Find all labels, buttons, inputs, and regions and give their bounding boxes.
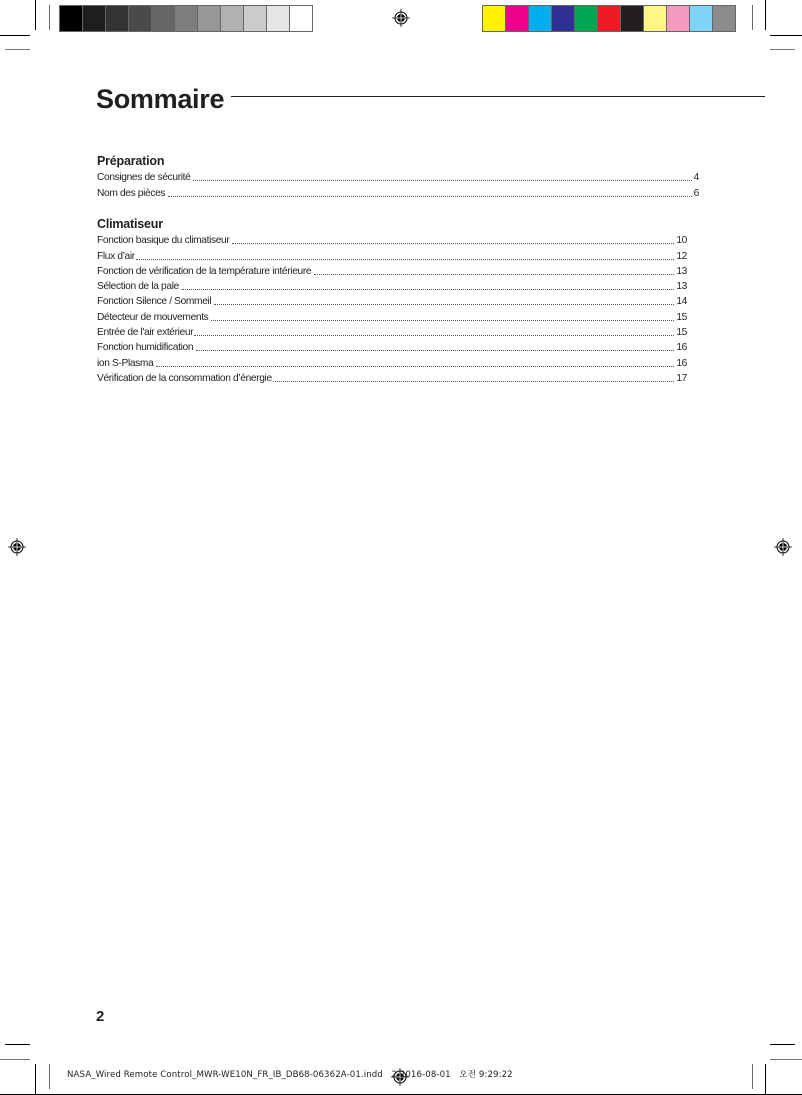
toc-leader-dots — [168, 195, 692, 197]
crop-mark-bottom-left-vertical-bleed — [49, 1064, 50, 1089]
gray-swatch — [175, 6, 197, 31]
toc-leader-dots — [136, 258, 675, 260]
toc-entry[interactable] — [97, 354, 687, 369]
toc-section-climatiseur — [97, 216, 687, 385]
toc-entry-label: Détecteur de mouvements — [97, 311, 209, 323]
gray-swatch — [221, 6, 243, 31]
toc-entry-page: 16 — [676, 357, 687, 369]
toc-section-title: Préparation — [97, 154, 165, 168]
crop-mark-top-right-horizontal — [770, 35, 802, 36]
color-swatch-magenta — [506, 6, 528, 31]
toc-leader-dots — [273, 380, 675, 382]
gray-swatch — [106, 6, 128, 31]
color-swatch-gray — [713, 6, 735, 31]
slug-date: 2016-08-01 — [399, 1070, 451, 1080]
color-swatch-blue — [552, 6, 574, 31]
toc-section-preparation — [97, 153, 699, 200]
crop-mark-top-right-vertical — [765, 0, 766, 30]
toc-entry-page: 15 — [676, 311, 687, 323]
gray-swatch — [129, 6, 151, 31]
toc-entry[interactable] — [97, 184, 699, 199]
color-calibration-bar — [482, 5, 736, 32]
toc-leader-dots — [193, 179, 691, 181]
crop-mark-top-left-vertical — [35, 0, 36, 30]
toc-entry-label: Flux d’air — [97, 250, 135, 262]
crop-mark-top-right-horizontal-bleed — [770, 49, 795, 50]
toc-entry-page: 14 — [676, 296, 687, 308]
color-swatch-light-cyan — [690, 6, 712, 31]
gray-swatch — [290, 6, 312, 31]
toc-entry-label: Fonction humidification — [97, 342, 194, 354]
toc-section-title: Climatiseur — [97, 217, 163, 231]
toc-leader-dots — [196, 349, 674, 351]
color-swatch-red — [598, 6, 620, 31]
toc-entry-page: 16 — [676, 342, 687, 354]
toc-entry-page: 4 — [693, 172, 699, 184]
toc-entry-label: Nom des pièces — [97, 187, 166, 199]
toc-entry-page: 17 — [676, 372, 687, 384]
color-swatch-cyan — [529, 6, 551, 31]
toc-entry-label: Sélection de la pale — [97, 281, 179, 293]
gray-swatch — [267, 6, 289, 31]
slug-filename: NASA_Wired Remote Control_MWR-WE10N_FR_IB_DB68-06362A-01.indd — [67, 1070, 383, 1080]
color-swatch-black — [621, 6, 643, 31]
toc-entry-page: 13 — [676, 265, 687, 277]
toc-entry[interactable] — [97, 339, 687, 354]
page-number: 2 — [96, 1008, 105, 1025]
toc-entry-page: 10 — [676, 235, 687, 247]
crop-mark-bottom-left-vertical — [35, 1064, 36, 1095]
crop-mark-top-right-vertical-bleed — [752, 5, 753, 30]
color-swatch-pink — [667, 6, 689, 31]
toc-entry[interactable] — [97, 293, 687, 308]
slug-meridiem: 오전 — [459, 1070, 477, 1080]
toc-entry-label: Fonction basique du climatiseur — [97, 235, 230, 247]
registration-mark-left-icon — [8, 538, 26, 556]
page-title: Sommaire — [96, 84, 225, 114]
crop-mark-top-left-horizontal — [0, 35, 30, 36]
slug-page: 2 — [391, 1070, 397, 1080]
toc-entry[interactable] — [97, 308, 687, 323]
printer-slug — [67, 1068, 513, 1080]
registration-mark-right-icon — [774, 538, 792, 556]
toc-entry-page: 13 — [676, 281, 687, 293]
toc-entry-label: ion S-Plasma — [97, 357, 154, 369]
slug-time: 9:29:22 — [478, 1070, 513, 1080]
toc-entry-label: Vérification de la consommation d’énergie — [97, 372, 272, 384]
crop-mark-bottom-right-horizontal — [770, 1044, 795, 1045]
toc-entry[interactable] — [97, 278, 687, 293]
crop-mark-bottom-left-horizontal-bleed — [0, 1059, 30, 1060]
toc-entry-label: Consignes de sécurité — [97, 172, 191, 184]
gray-swatch — [152, 6, 174, 31]
title-rule-divider — [231, 96, 765, 97]
color-swatch-green — [575, 6, 597, 31]
color-swatch-yellow — [483, 6, 505, 31]
toc-leader-dots — [214, 303, 674, 305]
crop-mark-top-left-vertical-bleed — [49, 5, 50, 30]
gray-swatch — [60, 6, 82, 31]
toc-leader-dots — [232, 242, 674, 244]
crop-mark-bottom-right-vertical — [765, 1064, 766, 1095]
crop-mark-bottom-left-horizontal — [5, 1044, 30, 1045]
toc-entry-label: Entrée de l'air extérieur — [97, 327, 194, 339]
crop-mark-bottom-right-vertical-bleed — [752, 1064, 753, 1089]
toc-entry-page: 15 — [676, 327, 687, 339]
toc-entry[interactable] — [97, 324, 687, 339]
color-swatch-light-yellow — [644, 6, 666, 31]
toc-leader-dots — [211, 319, 674, 321]
toc-leader-dots — [156, 365, 674, 367]
toc-entry[interactable] — [97, 370, 687, 385]
gray-swatch — [198, 6, 220, 31]
registration-mark-top-icon — [392, 9, 410, 27]
toc-entry[interactable] — [97, 247, 687, 262]
crop-mark-bottom-right-horizontal-bleed — [770, 1059, 802, 1060]
gray-swatch — [244, 6, 266, 31]
crop-mark-top-left-horizontal-bleed — [5, 49, 30, 50]
toc-leader-dots — [182, 288, 674, 290]
toc-leader-dots — [314, 273, 674, 275]
toc-entry-label: Fonction de vérification de la température intérieure — [97, 265, 312, 277]
toc-entry-page: 6 — [693, 187, 699, 199]
grayscale-calibration-bar — [59, 5, 313, 32]
toc-entry[interactable] — [97, 232, 687, 247]
toc-entry[interactable] — [97, 263, 687, 278]
toc-entry[interactable] — [97, 169, 699, 184]
toc-entry-label: Fonction Silence / Sommeil — [97, 296, 212, 308]
toc-leader-dots — [194, 334, 674, 336]
gray-swatch — [83, 6, 105, 31]
toc-entry-page: 12 — [676, 250, 687, 262]
